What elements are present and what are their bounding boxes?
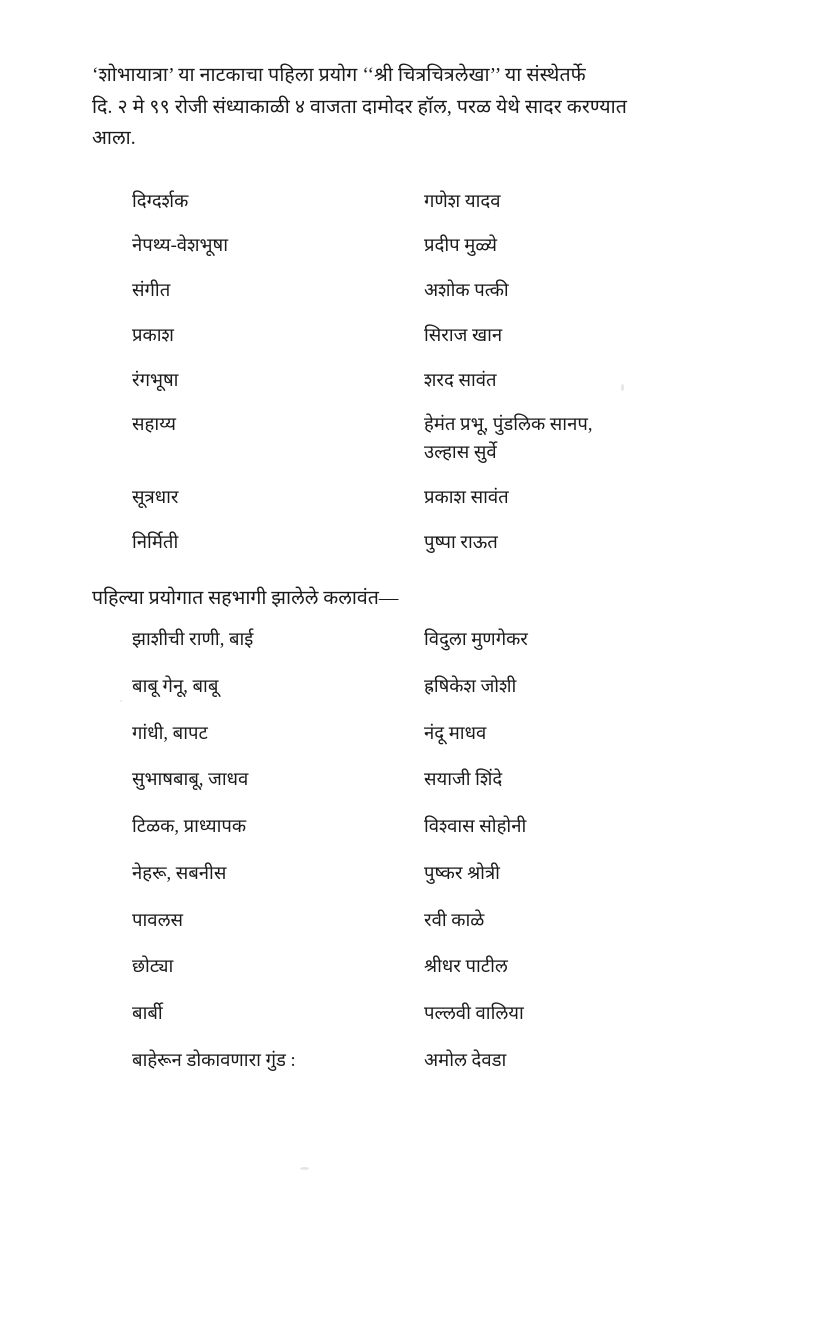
cast-actor: पल्लवी वालिया [424,1004,524,1025]
cast-table [114,618,528,1086]
paper-speck [300,1167,309,1170]
credit-person-line: अशोक पत्की [424,281,509,302]
table-row [114,270,593,315]
credit-person [422,315,593,360]
credit-person-line: प्रदीप मुळ्ये [424,236,497,257]
credit-person-line: पुष्पा राऊत [424,532,498,553]
intro-line-3: आला. [92,128,136,150]
credit-person-line-2: उल्हास सुर्वे [424,443,497,464]
credit-person [422,522,593,567]
table-row [114,225,593,270]
credit-role: प्रकाश [132,325,174,346]
credit-person-line: गणेश यादव [424,191,501,212]
credit-person [422,225,593,270]
credit-role: सहाय्य [132,415,176,436]
cast-character: बाबू गेनू, बाबू [132,676,219,697]
table-row [114,664,528,711]
intro-line-1: ‘शोभायात्रा’ या नाटकाचा पहिला प्रयोग ‘‘श्री चित्रचित्रलेखा’’ या संस्थेतर्फे [92,65,586,86]
credit-role: सूत्रधार [132,487,179,508]
table-row [114,315,593,360]
table-row [114,1038,528,1085]
table-row [114,758,528,805]
cast-actor: पुष्कर श्रोत्री [424,863,500,884]
paper-speck [120,700,122,702]
credits-table [114,181,593,567]
cast-actor: रवी काळे [424,910,485,931]
cast-character: टिळक, प्राध्यापक [132,817,247,838]
credit-role: दिग्दर्शक [132,191,189,212]
credit-person [422,181,593,226]
cast-actor: श्रीधर पाटील [424,957,508,978]
credit-role: संगीत [132,281,171,302]
cast-character: बार्बी [132,1004,163,1025]
table-row [114,181,593,226]
intro-line-2: दि. २ मे ९९ रोजी संध्याकाळी ४ वाजता दामोदर हॉल, परळ येथे सादर करण्यात [92,96,627,118]
credit-role: निर्मिती [132,532,179,553]
cast-character: सुभाषबाबू, जाधव [132,770,249,791]
credit-person [422,360,593,405]
cast-character: छोट्या [132,957,174,978]
table-row [114,851,528,898]
cast-character: नेहरू, सबनीस [132,863,227,884]
cast-heading: पहिल्या प्रयोगात सहभागी झालेले कलावंत— [92,588,399,610]
paper-speck [621,384,624,391]
cast-actor: अमोल देवडा [424,1050,507,1071]
cast-actor: विश्वास सोहोनी [424,817,527,838]
cast-actor: ह्रषिकेश जोशी [424,676,517,697]
table-row [114,992,528,1039]
table-row [114,522,593,567]
cast-character: पावलस [132,910,184,931]
credit-person-line: सिराज खान [424,325,503,346]
credit-person-line: प्रकाश सावंत [424,487,509,508]
table-row [114,805,528,852]
cast-character: गांधी, बापट [132,723,208,744]
cast-character: बाहेरून डोकावणारा गुंड : [132,1050,296,1071]
table-row [114,898,528,945]
cast-actor: नंदू माधव [424,723,487,744]
credit-person-line: शरद सावंत [424,370,497,391]
credit-person [422,477,593,522]
table-row [114,360,593,405]
table-row [114,404,593,477]
table-row [114,711,528,758]
cast-character: झाशीची राणी, बाई [132,630,254,651]
credit-person-line: हेमंत प्रभू, पुंडलिक सानप, [424,415,593,436]
cast-actor: विदुला मुणगेकर [424,630,528,651]
credit-person [422,270,593,315]
intro-paragraph [92,60,761,155]
credit-role: रंगभूषा [132,370,179,391]
credit-person [422,404,593,477]
credit-role: नेपथ्य-वेशभूषा [132,236,229,257]
cast-actor: सयाजी शिंदे [424,770,503,791]
table-row [114,477,593,522]
table-row [114,618,528,665]
table-row [114,945,528,992]
